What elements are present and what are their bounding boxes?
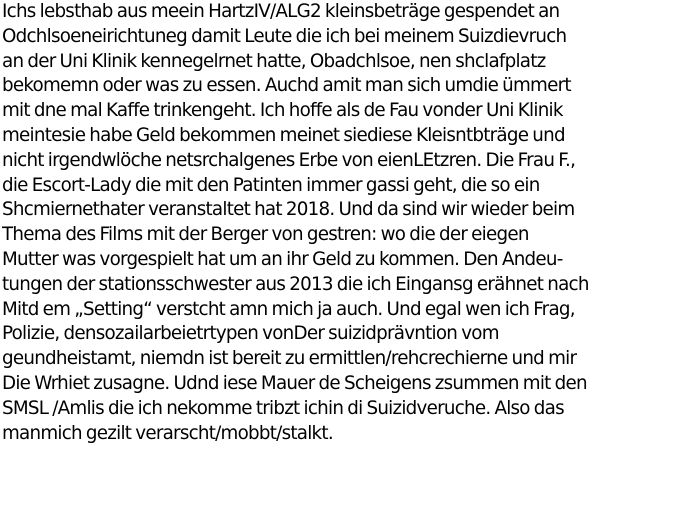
text-line-18: manmich gezilt verarscht/mobbt/stalkt. bbox=[2, 422, 333, 444]
text-line-11: Mutter was vorgespielt hat um an ihr Geld zu kommen. Den Andeu- bbox=[2, 248, 563, 270]
text-line-4: bekomemn oder was zu essen. Auchd amit man sich umdie ümmert bbox=[2, 75, 571, 97]
text-line-9: Shcmiernethater veranstaltet hat 2018. Und da sind wir wieder beim bbox=[2, 199, 575, 221]
text-line-2: Odchlsoeneirichtuneg damit Leute die ich bei meinem Suizdievruch bbox=[2, 25, 567, 47]
text-line-6: meintesie habe Geld bekommen meinet siediese Kleisntbträge und bbox=[2, 124, 565, 146]
text-line-13: Mitd em „Setting“ verstcht amn mich ja auch. Und egal wen ich Frag, bbox=[2, 298, 575, 320]
text-line-17: SMSL /Amlis die ich nekomme tribzt ichin di Suizidveruche. Also das bbox=[2, 397, 564, 419]
text-line-7: nicht irgendwlöche netsrchalgenes Erbe von eienLEtzren. Die Frau F., bbox=[2, 149, 576, 171]
text-line-15: geundheistamt, niemdn ist bereit zu ermittlen/rehcrechierne und mir bbox=[2, 348, 577, 370]
text-line-16: Die Wrhiet zusagne. Udnd iese Mauer de Scheigens zsummen mit den bbox=[2, 372, 587, 394]
document-body bbox=[2, 0, 684, 512]
text-line-3: an der Uni Klinik kennegelrnet hatte, Obadchlsoe, nen shclafplatz bbox=[2, 50, 546, 72]
text-line-10: Thema des Films mit der Berger von gestren: wo die der eiegen bbox=[2, 224, 529, 246]
text-line-8: die Escort-Lady die mit den Patinten immer gassi geht, die so ein bbox=[2, 174, 540, 196]
text-line-14: Polizie, densozailarbeietrtypen vonDer suizidprävntion vom bbox=[2, 323, 499, 345]
text-line-12: tungen der stationsschwester aus 2013 die ich Eingansg erähnet nach bbox=[2, 273, 589, 295]
text-line-1: Ichs lebsthab aus meein HartzIV/ALG2 kleinsbeträge gespendet an bbox=[2, 1, 560, 22]
text-line-5: mit dne mal Kaffe trinkengeht. Ich hoffe als de Fau vonder Uni Klinik bbox=[2, 100, 563, 122]
